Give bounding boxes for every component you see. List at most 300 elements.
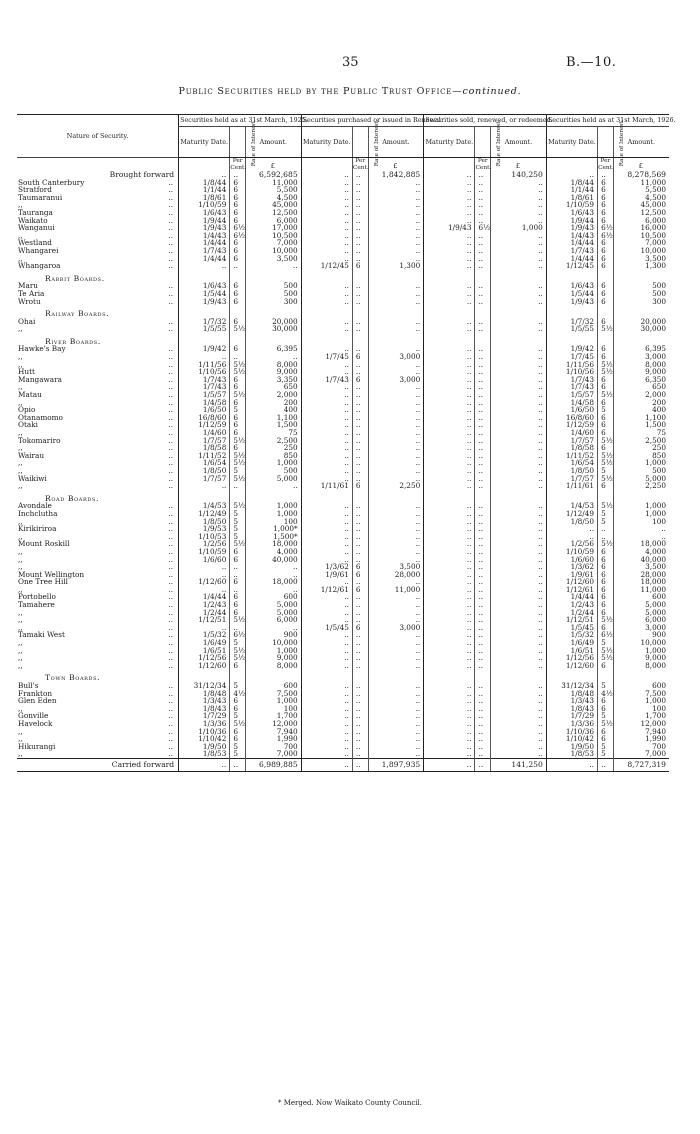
rate-cell: 6½ xyxy=(230,224,246,232)
maturity-date-cell: 1/3/62 xyxy=(301,563,352,571)
amount-cell: .. xyxy=(491,383,547,391)
maturity-date-cell: 1/5/57 xyxy=(546,391,597,399)
rate-cell: .. xyxy=(352,186,368,194)
rate-cell: 5 xyxy=(230,518,246,526)
rate-cell: 5 xyxy=(598,406,614,414)
maturity-date-cell: 1/9/44 xyxy=(179,217,230,225)
maturity-date-cell: .. xyxy=(301,647,352,655)
amount-cell: .. xyxy=(491,353,547,361)
security-name-text: ,, xyxy=(18,607,23,617)
maturity-date-cell: .. xyxy=(301,247,352,255)
security-name-text: Whangaroa xyxy=(18,261,61,271)
amount-cell: 11,000 xyxy=(245,179,301,187)
security-name-text: ,, xyxy=(18,562,23,572)
maturity-date-cell: 1/8/48 xyxy=(546,690,597,698)
rate-cell: 5 xyxy=(598,639,614,647)
security-name-text: Hikurangi xyxy=(18,741,56,751)
rate-cell: .. xyxy=(475,290,491,298)
rate-cell: .. xyxy=(352,232,368,240)
rate-cell: .. xyxy=(475,376,491,384)
maturity-date-cell: .. xyxy=(424,290,475,298)
amount-cell: .. xyxy=(491,318,547,326)
amount-cell: 6,395 xyxy=(613,345,669,353)
maturity-date-cell: .. xyxy=(424,712,475,720)
rate-cell: 6 xyxy=(230,429,246,437)
rate-cell: 6 xyxy=(230,399,246,407)
maturity-date-cell: 1/12/61 xyxy=(546,586,597,594)
rate-cell: 6 xyxy=(598,255,614,263)
maturity-date-cell: .. xyxy=(301,593,352,601)
maturity-date-cell: .. xyxy=(301,224,352,232)
maturity-date-cell: 1/5/44 xyxy=(179,290,230,298)
table-row xyxy=(17,298,669,306)
rate-cell: .. xyxy=(475,593,491,601)
amount-cell: 4,000 xyxy=(613,548,669,556)
maturity-date-cell: .. xyxy=(424,735,475,743)
security-name-text: ,, xyxy=(18,726,23,736)
security-name xyxy=(17,391,179,399)
maturity-date-cell: .. xyxy=(301,414,352,422)
rate-cell: .. xyxy=(475,662,491,670)
rate-cell: .. xyxy=(352,697,368,705)
rate-cell: 6 xyxy=(598,383,614,391)
table-row xyxy=(17,482,669,490)
maturity-date-cell: .. xyxy=(301,399,352,407)
rate-cell: 6 xyxy=(230,735,246,743)
maturity-date-cell: .. xyxy=(424,518,475,526)
rate-cell: 5½ xyxy=(598,452,614,460)
security-name-text: ,, xyxy=(18,253,23,263)
security-name xyxy=(17,525,179,533)
security-name xyxy=(17,224,179,232)
amount-cell: 16,000 xyxy=(613,224,669,232)
rate-cell: 6 xyxy=(230,697,246,705)
maturity-date-cell: .. xyxy=(301,298,352,306)
amount-cell: 12,500 xyxy=(245,209,301,217)
amount-cell: .. xyxy=(368,548,424,556)
amount-cell: 1,000 xyxy=(245,459,301,467)
security-name-text: Glen Eden xyxy=(18,696,57,706)
maturity-date-cell: .. xyxy=(301,518,352,526)
security-name-text: Havelock xyxy=(18,718,53,728)
maturity-date-cell: 1/7/43 xyxy=(179,383,230,391)
amount-cell: 45,000 xyxy=(613,201,669,209)
security-name xyxy=(17,399,179,407)
rate-cell: .. xyxy=(352,290,368,298)
amount-cell: 18,000 xyxy=(245,540,301,548)
leader-dots: .. xyxy=(168,374,174,384)
security-name xyxy=(17,482,179,490)
rate-cell: 6½ xyxy=(230,631,246,639)
maturity-date-cell: 1/7/57 xyxy=(546,475,597,483)
maturity-date-cell: 1/4/43 xyxy=(546,232,597,240)
rate-cell: .. xyxy=(230,171,246,179)
maturity-date-cell: 1/7/29 xyxy=(546,712,597,720)
amount-cell: .. xyxy=(368,502,424,510)
maturity-date-cell: .. xyxy=(424,556,475,564)
amount-cell: .. xyxy=(491,712,547,720)
section-blank-cell xyxy=(179,305,230,318)
leader-dots: .. xyxy=(168,253,174,263)
maturity-date-cell: .. xyxy=(301,179,352,187)
maturity-date-cell: 16/8/60 xyxy=(179,414,230,422)
amount-cell: .. xyxy=(368,361,424,369)
security-name xyxy=(17,345,179,353)
subheader-rate: Rate of Interest. xyxy=(352,127,368,158)
maturity-date-cell: .. xyxy=(424,186,475,194)
rate-cell: .. xyxy=(475,414,491,422)
section-blank-cell xyxy=(230,305,246,318)
rate-cell: .. xyxy=(475,459,491,467)
rate-cell: 5½ xyxy=(598,616,614,624)
rate-cell: 5 xyxy=(230,525,246,533)
maturity-date-cell: .. xyxy=(179,586,230,594)
rate-cell: 5 xyxy=(230,750,246,758)
amount-cell: .. xyxy=(491,616,547,624)
amount-cell: .. xyxy=(491,735,547,743)
amount-cell: 6,000 xyxy=(613,616,669,624)
rate-cell: 6½ xyxy=(598,232,614,240)
maturity-date-cell: 1/6/54 xyxy=(546,459,597,467)
amount-cell: .. xyxy=(368,201,424,209)
amount-cell: .. xyxy=(368,217,424,225)
maturity-date-cell: 1/9/43 xyxy=(179,298,230,306)
amount-cell: 1,000 xyxy=(613,502,669,510)
amount-cell: 1,500 xyxy=(245,421,301,429)
security-name-text: Taumaranui xyxy=(18,192,63,202)
rate-cell: .. xyxy=(230,482,246,490)
security-name-text: ,, xyxy=(18,584,23,594)
rate-cell: 6 xyxy=(598,414,614,422)
maturity-date-cell: 1/6/43 xyxy=(546,209,597,217)
maturity-date-cell: 1/7/57 xyxy=(179,475,230,483)
rate-cell: .. xyxy=(475,502,491,510)
maturity-date-cell: .. xyxy=(301,510,352,518)
leader-dots: .. xyxy=(168,696,174,706)
amount-cell: .. xyxy=(368,743,424,751)
amount-cell: 7,000 xyxy=(245,239,301,247)
amount-cell: 10,000 xyxy=(245,247,301,255)
section-blank-cell xyxy=(368,305,424,318)
amount-cell: .. xyxy=(491,548,547,556)
security-name-text: Mount Roskill xyxy=(18,539,70,549)
amount-cell: .. xyxy=(491,414,547,422)
security-name-text: ,, xyxy=(18,458,23,468)
leader-dots: .. xyxy=(168,428,174,437)
amount-cell: 4,500 xyxy=(245,194,301,202)
maturity-date-cell: 1/8/61 xyxy=(546,194,597,202)
amount-cell: 6,989,885 xyxy=(245,758,301,771)
rate-cell: 6 xyxy=(352,376,368,384)
amount-cell: .. xyxy=(368,540,424,548)
rate-cell: 5½ xyxy=(598,720,614,728)
maturity-date-cell: 1/6/50 xyxy=(546,406,597,414)
rate-cell: .. xyxy=(352,459,368,467)
rate-cell: 5½ xyxy=(230,368,246,376)
amount-cell: 10,000 xyxy=(613,247,669,255)
rate-cell: .. xyxy=(475,318,491,326)
maturity-date-cell: 1/12/59 xyxy=(546,421,597,429)
amount-cell: 100 xyxy=(245,705,301,713)
amount-cell: .. xyxy=(491,232,547,240)
maturity-date-cell: .. xyxy=(301,720,352,728)
rate-cell: 5 xyxy=(598,743,614,751)
section-blank-cell xyxy=(352,305,368,318)
amount-cell: 5,000 xyxy=(245,601,301,609)
amount-cell: 400 xyxy=(613,406,669,414)
leader-dots: .. xyxy=(168,638,174,648)
rate-cell: 6 xyxy=(352,482,368,490)
rate-cell: 5½ xyxy=(230,391,246,399)
maturity-date-cell: 1/3/43 xyxy=(179,697,230,705)
amount-cell: 9,000 xyxy=(613,368,669,376)
amount-cell: 1,500* xyxy=(245,533,301,541)
subheader-rate: Rate of Interest. xyxy=(598,127,614,158)
rate-cell: .. xyxy=(598,525,614,533)
maturity-date-cell: 31/12/34 xyxy=(546,682,597,690)
security-name xyxy=(17,609,179,617)
amount-cell: 400 xyxy=(245,406,301,414)
security-name xyxy=(17,414,179,422)
maturity-date-cell: .. xyxy=(301,556,352,564)
maturity-date-cell: 1/4/58 xyxy=(179,399,230,407)
amount-cell: 5,000 xyxy=(613,609,669,617)
maturity-date-cell: 1/9/61 xyxy=(546,571,597,579)
amount-cell: 30,000 xyxy=(613,325,669,333)
security-name xyxy=(17,247,179,255)
maturity-date-cell: .. xyxy=(424,609,475,617)
amount-cell: 100 xyxy=(245,518,301,526)
security-name xyxy=(17,647,179,655)
maturity-date-cell: 1/8/58 xyxy=(546,444,597,452)
amount-cell: .. xyxy=(491,639,547,647)
maturity-date-cell: .. xyxy=(301,467,352,475)
amount-cell: 1,000 xyxy=(613,459,669,467)
subheader-maturity-date: Maturity Date. xyxy=(179,127,230,158)
maturity-date-cell: 1/8/53 xyxy=(179,750,230,758)
rate-cell: 5½ xyxy=(598,325,614,333)
amount-cell: 1,990 xyxy=(613,735,669,743)
security-name-text: ,, xyxy=(18,359,23,369)
maturity-date-cell: 1/12/51 xyxy=(546,616,597,624)
amount-cell: .. xyxy=(368,631,424,639)
rate-cell: 6 xyxy=(230,705,246,713)
maturity-date-cell: 1/2/44 xyxy=(546,609,597,617)
rate-cell: 6 xyxy=(598,548,614,556)
section-heading-row xyxy=(17,305,669,318)
amount-cell: .. xyxy=(368,720,424,728)
rate-cell: 5 xyxy=(230,533,246,541)
maturity-date-cell: 1/7/32 xyxy=(546,318,597,326)
rate-cell: .. xyxy=(475,690,491,698)
amount-cell: .. xyxy=(368,647,424,655)
rate-cell: .. xyxy=(352,647,368,655)
security-name xyxy=(17,631,179,639)
leader-dots: .. xyxy=(168,382,174,392)
rate-cell: .. xyxy=(475,298,491,306)
leader-dots: .. xyxy=(168,688,174,698)
maturity-date-cell: 1/7/43 xyxy=(546,247,597,255)
maturity-date-cell: .. xyxy=(424,217,475,225)
security-name-text: Stratford xyxy=(18,185,52,195)
rate-cell: .. xyxy=(475,437,491,445)
maturity-date-cell: 1/12/56 xyxy=(179,654,230,662)
leader-dots: .. xyxy=(168,412,174,422)
amount-cell: 1,300 xyxy=(368,262,424,270)
maturity-date-cell: .. xyxy=(424,631,475,639)
amount-cell: 11,000 xyxy=(613,179,669,187)
rate-cell: .. xyxy=(352,217,368,225)
rate-cell: .. xyxy=(475,540,491,548)
maturity-date-cell: 1/11/56 xyxy=(179,361,230,369)
rate-cell: 6 xyxy=(598,421,614,429)
rate-cell: 6 xyxy=(598,571,614,579)
rate-cell: .. xyxy=(475,383,491,391)
amount-cell: .. xyxy=(368,705,424,713)
security-name-text: Westland xyxy=(18,238,52,248)
amount-cell: .. xyxy=(368,232,424,240)
maturity-date-cell: 1/12/49 xyxy=(546,510,597,518)
amount-cell: .. xyxy=(368,728,424,736)
maturity-date-cell: .. xyxy=(424,647,475,655)
rate-cell: .. xyxy=(475,705,491,713)
rate-cell: .. xyxy=(475,186,491,194)
rate-cell: 5½ xyxy=(598,540,614,548)
maturity-date-cell: 1/9/43 xyxy=(546,224,597,232)
leader-dots: .. xyxy=(168,420,174,430)
rate-cell: .. xyxy=(475,391,491,399)
page-number: 35 xyxy=(342,55,359,70)
rate-cell: .. xyxy=(475,452,491,460)
amount-cell: 2,500 xyxy=(245,437,301,445)
rate-cell: 6 xyxy=(230,444,246,452)
securities-table xyxy=(17,114,676,772)
maturity-date-cell: .. xyxy=(424,548,475,556)
table-row xyxy=(17,262,669,270)
amount-cell: .. xyxy=(491,406,547,414)
title-main: Public Securities held by the Public Trust Office— xyxy=(178,86,463,97)
amount-cell: 3,500 xyxy=(613,563,669,571)
security-name-text: ,, xyxy=(18,653,23,663)
amount-cell: 75 xyxy=(613,429,669,437)
amount-cell: 5,500 xyxy=(245,186,301,194)
maturity-date-cell: .. xyxy=(424,593,475,601)
maturity-date-cell: .. xyxy=(301,345,352,353)
maturity-date-cell: .. xyxy=(424,232,475,240)
leader-dots: .. xyxy=(168,607,174,617)
amount-cell: .. xyxy=(491,298,547,306)
maturity-date-cell: .. xyxy=(301,391,352,399)
maturity-date-cell: .. xyxy=(424,654,475,662)
maturity-date-cell: 1/7/43 xyxy=(546,383,597,391)
maturity-date-cell: 1/12/49 xyxy=(179,510,230,518)
maturity-date-cell: 1/11/52 xyxy=(546,452,597,460)
security-name-text: Frankton xyxy=(18,688,53,698)
security-name-text: Whangarei xyxy=(18,245,59,255)
rate-cell: 5 xyxy=(598,467,614,475)
maturity-date-cell: 1/8/50 xyxy=(546,518,597,526)
rate-cell: .. xyxy=(475,179,491,187)
security-name-text: ,, xyxy=(18,352,23,362)
amount-cell: .. xyxy=(368,556,424,564)
maturity-date-cell: .. xyxy=(301,743,352,751)
rate-cell: .. xyxy=(352,194,368,202)
amount-cell: 12,000 xyxy=(613,720,669,728)
security-name-text: Tamahere xyxy=(18,600,55,610)
amount-cell: 1,000 xyxy=(491,224,547,232)
rate-cell: 6 xyxy=(598,728,614,736)
rate-cell: .. xyxy=(475,444,491,452)
security-name xyxy=(17,578,179,586)
maturity-date-cell: .. xyxy=(301,239,352,247)
rate-cell: 6 xyxy=(352,262,368,270)
footnote: * Merged. Now Waikato County Council. xyxy=(278,1099,422,1107)
maturity-date-cell: .. xyxy=(301,662,352,670)
amount-cell: 3,000 xyxy=(368,353,424,361)
rate-cell: 6 xyxy=(230,201,246,209)
amount-cell: 500 xyxy=(613,290,669,298)
leader-dots: .. xyxy=(168,584,174,594)
amount-cell: 1,500 xyxy=(613,421,669,429)
amount-cell: 7,940 xyxy=(245,728,301,736)
security-name-text: ,, xyxy=(18,734,23,744)
maturity-date-cell: .. xyxy=(301,361,352,369)
amount-cell: .. xyxy=(368,179,424,187)
rate-cell: .. xyxy=(475,217,491,225)
security-name xyxy=(17,194,179,202)
title-continued: continued. xyxy=(462,86,522,97)
maturity-date-cell: 1/10/36 xyxy=(546,728,597,736)
amount-cell: .. xyxy=(491,391,547,399)
subheader-maturity-date: Maturity Date. xyxy=(301,127,352,158)
rate-cell: 5½ xyxy=(598,459,614,467)
security-name-text: ,, xyxy=(18,615,23,625)
units-per-cent: Per Cent. xyxy=(230,158,247,171)
leader-dots: .. xyxy=(168,397,174,407)
maturity-date-cell: 1/10/56 xyxy=(546,368,597,376)
rate-cell: 5½ xyxy=(230,647,246,655)
maturity-date-cell: 1/6/50 xyxy=(179,406,230,414)
rate-cell: 6½ xyxy=(475,224,491,232)
security-name-text: Inchclutha xyxy=(18,508,58,518)
leader-dots: .. xyxy=(168,177,174,187)
amount-cell: 1,000 xyxy=(245,647,301,655)
security-name xyxy=(17,510,179,518)
leader-dots: .. xyxy=(168,653,174,663)
security-name xyxy=(17,262,179,270)
rate-cell: .. xyxy=(352,548,368,556)
maturity-date-cell: .. xyxy=(301,502,352,510)
rate-cell: 5½ xyxy=(598,475,614,483)
rate-cell: 6 xyxy=(230,298,246,306)
maturity-date-cell: 1/7/57 xyxy=(179,437,230,445)
amount-cell: .. xyxy=(491,201,547,209)
security-name-text: Tauranga xyxy=(18,207,53,217)
maturity-date-cell: .. xyxy=(424,750,475,758)
maturity-date-cell: 1/8/53 xyxy=(546,750,597,758)
amount-cell: 1,000 xyxy=(613,510,669,518)
amount-cell: 100 xyxy=(613,705,669,713)
amount-cell: 1,000* xyxy=(245,525,301,533)
leader-dots: .. xyxy=(168,734,174,744)
maturity-date-cell: .. xyxy=(179,353,230,361)
amount-cell: 1,300 xyxy=(613,262,669,270)
leader-dots: .. xyxy=(168,524,174,534)
rate-cell: 6 xyxy=(598,298,614,306)
rate-cell: 5½ xyxy=(598,368,614,376)
amount-cell: 8,000 xyxy=(245,361,301,369)
amount-cell: 4,000 xyxy=(245,548,301,556)
